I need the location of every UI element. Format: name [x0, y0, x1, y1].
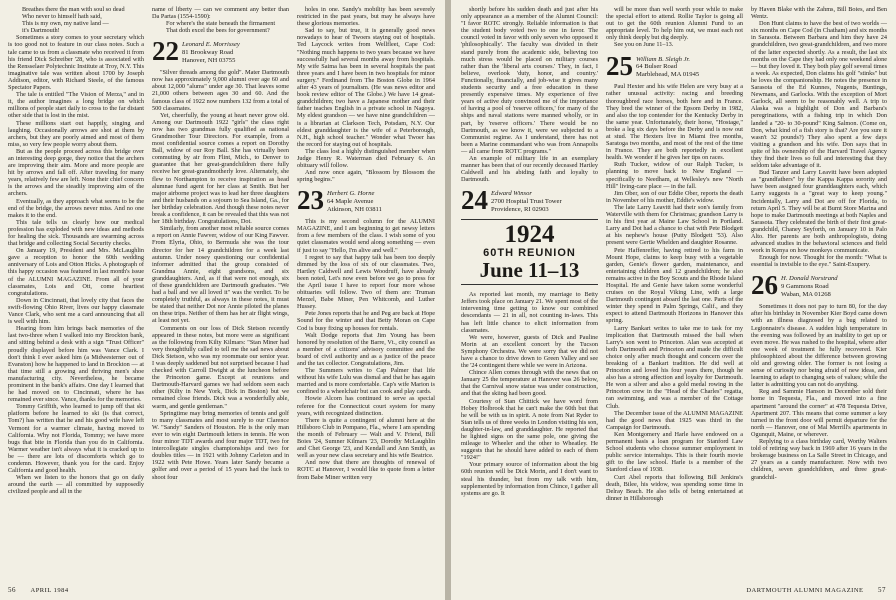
secretary-name: Leonard E. Morrissey: [182, 41, 240, 49]
paragraph: This tale tells us clearly how our medical profession has exploded with new ideas and methods for healing the sick. Thousands are swarming across that bridge and collecting Social Security checks.: [8, 218, 144, 248]
class-heading-26: [751, 270, 887, 301]
paragraph: This is my own, my native land —: [22, 20, 109, 28]
paragraph: Tommy Griffith, who learned to jump off that ski platform before he learned to ski (is that correct, Tom?) has written that he and his good wife have left Vermont for a warmer climate, having moved to California. Why not Florida, Tommy; we have more bugs that bite in Florida than you do in California. Warmer weather isn't always what it is cracked up to be — there are lots of discomforts which go to condemn. However, thank you for the card. Enjoy California and good health.: [8, 403, 144, 475]
paragraph: "Silver threads among the gold". Mater Dartmouth now has approximately 9,000 alumni over age 60 and about 12,000 "alums" under age 30. That leaves some 21,000 others between ages 30 and 60. And the famous class of 1922 now numbers 132 from a total of 500 classmates.: [152, 69, 289, 112]
class-year-number: 26: [751, 270, 778, 301]
paragraph: I regret to say that happy talk has been too deeply dimmed by the loss of six of our classmates. Two, Hartley Caldwell and Lewis Woodruff, have already been noted, Let's now even before we go to press for the April issue I have to report four more whose obituaries will follow. Two of them are: Truman Merzel, Babe Miner, Pen Whitcomb, and Luther Hussey.: [297, 253, 435, 311]
column-text: [751, 6, 887, 268]
paragraph: Reg and Sammie Hanson in December sold their home in Tequesta, Fla., and moved into a fine apartment "around the corner" at 478 Tequesta Drive, Apartment 207. This means that come summer a key turned in the front door will permit departure for the north — Hanover, one of Mal Merrill's apartments in Ogunquit, Maine, or wherever.: [751, 388, 887, 438]
paragraph: Sad to say, but true, it is generally good news nowadays to hear of Twoers staying out of hospitals. Ted Laycock writes from Wellfleet, Cape Cod: "Nothing much happens to two years because we have successfully had several months away from hospitals. My wife Saima has been in several hospitals the past three years and I have been in two hospitals for minor surgery." Ferdinand from The Boston Globe in 1964 after 43 years of journalism. (He was news editor and book review editor of The Globe.) We have 14 great-grandchildren; two have a Japanese mother and their father teaches English in a private school in Nagoya. My eldest grandson — we have nine grandchildren — is a librarian at Clarkson Tech, Potsdam, N.Y. Our eldest granddaughter is the wife of a Peterborough, N.H., high school teacher." Wonder what Twoer has the record for staying out of hospitals.: [297, 27, 435, 148]
paragraph: We were, however, guests of Dick and Pauline Morin at an excellent concert by the Tucson Symphony Orchestra. We were sorry that we did not have a chance to drive down to Green Valley and see the '24 contingent there while we were in Arizona.: [461, 333, 598, 370]
class-secretary: [781, 273, 838, 298]
secretary-address-line-1: 2700 Hospital Trust Tower: [491, 197, 562, 205]
class-secretary: [182, 39, 240, 64]
paragraph: Walt Dodge reports that Jim Young has been honored by resolution of the Barre, Vt., city council as a member of a citizens' advisory committee and the board of civil authority and as a justice of the peace and the tax collector. Congratulations, Jim.: [297, 331, 435, 367]
paragraph: This is my second column for the ALUMNI MAGAZINE, and I am beginning to get newsy letters from a few members of the class. I wish some of you quiet classmates would send along something — even if just to say "Hello, I'm alive and well.": [297, 218, 435, 254]
secretary-address-line-2: Providence, RI 02903: [491, 205, 549, 213]
secretary-name: Herbert G. Horne: [327, 190, 375, 198]
class-year-number: 25: [606, 50, 633, 81]
paragraph: Eventually, as they approach what seems to be the end of the bridge, the arrows never miss. And no one makes it to the end.: [8, 197, 144, 219]
paragraph: Yet, cheerfully, the young at heart never grow old. Among our Dartmouth 1922 "girls" the class right now has two grandmas fully qualified as national Grandmother Tour Directors. For example, from a most confidential source comes a report on Dorothy Ball, widow of our Roy Ball. She has virtually been commuting by air from Flint, Mich., to Denver to guarantee that her great-grandchildren there fully receive her great-grandmotherly love. Alternately, she flew to Northampton to receive inspiration as head alumnae fund agent for her class at Smith. But her major airborne project was to lead her three daughters and their husbands on a sojourn to Sea Island, Ga., for her birthday celebration. And though these notes never break a confidence, it can be revealed that this was not her 18th birthday. Congratulations, Dot.: [152, 111, 289, 226]
paragraph: Jim Ober, son of our Eddie Ober, reports the death in November of his mother, Eddie's widow.: [606, 189, 743, 204]
paragraph: The December issue of the ALUMNI MAGAZINE had the good news that 1925 was third in the Campaign for Dartmouth.: [606, 409, 743, 431]
paragraph: An example of military life in an exemplary manner has been that of our recently deceased Hartley Caldwell and his abiding faith and loyalty to Dartmouth.: [461, 154, 598, 184]
secretary-address-line-1: 9 Gammons Road: [781, 283, 829, 291]
secretary-address-line-1: 81 Brookway Road: [182, 48, 234, 56]
column-text: [152, 69, 289, 480]
paragraph: holes in one. Sandy's mobility has been severely restricted in the past years, but may he always have these glorious memories.: [297, 6, 435, 28]
left-column-2: [152, 6, 289, 568]
paragraph: And now once again, "Blossom by Blossom the spring begins.": [297, 169, 435, 184]
page-number: 57: [878, 586, 886, 594]
reunion-label: 60TH REUNION: [483, 247, 576, 260]
paragraph: Pete Haffenreffer, having retired to his farm in Mount Hope, claims to keep busy with a vegetable garden, Genie's flower garden, maintenance, and entertaining children and 12 grandchildren; he also remains active in the Boy Scouts and the Rhode Island Hospital. He and Genie have taken some wonderful cruises on the Royal Viking Line, with a large Dartmouth contingent aboard the last one. Parts of the winter they spend in Palm Springs, Calif., and they expect to attend Dartmouth Horizons in Hanover this spring.: [606, 246, 743, 325]
paragraph: But as the people proceed across this bridge over an interesting deep gorge, they notice that the archers are improving their aim. More and more people are hit by arrows and fall off. After traveling for many years, relatively few are left. None their chief concern is the arrows and the steadily improving aim of the archers.: [8, 147, 144, 198]
right-column-3: [751, 6, 887, 568]
reunion-dates: June 11–13: [479, 258, 580, 283]
paragraph: Replying to a class birthday card, Worthy Walters told of retiring way back in 1969 after 16 years in the brokerage business on La Salle Street in Chicago, and 27 years as a candy manufacturer. Now with two children, seven grandchildren, and three great-grandchil-: [751, 438, 887, 481]
paragraph: Comments on our loss of Dick Stetson recently appeared in these notes, but more were as significant as the following from Kilty Kilmars: "Stan Miner had very thoughtfully called to tell me the sad news about Dick Stetson, who was my roommate our senior year. I was deeply saddened but not surprised because I had checked with Carroll Dwight at the luncheon before the Princeton game. Except at reunions and Dartmouth-Harvard games we had seldom seen each other (Kilty in New York, Dick in Boston) but we remained close friends. Dick was a wonderfully able, warm, and gentle gentleman.": [152, 324, 289, 410]
class-heading-24: [461, 185, 598, 216]
secretary-name: William B. Sleigh Jr.: [636, 55, 691, 63]
column-text: [751, 303, 887, 480]
paragraph: Paul Hexter and his wife Helen are very busy at a rather unusual activity: racing and breeding thoroughbred race horses, both here and in France. They bred the winner of the Epsom Derby in 1982, and also the top contender for the Kentucky Derby in the same year. Unfortunately, their horse, "Hostage," broke a leg six days before the Derby and is now out at stud. The Hexters live in Miami five months, Saratoga two months, and most of the rest of the time in France. They are both reportedly in excellent health. We wonder if he gives her tips on races.: [606, 83, 743, 162]
paragraph: The tale is entitled "The Vision of Merza," and in it, the author imagines a long bridge on which millions of people start daily to cross to the far distant other side that is lost in the mist.: [8, 91, 144, 120]
right-column-1: [461, 6, 598, 568]
page-number: 56: [8, 586, 16, 594]
column-text: [606, 83, 743, 502]
class-secretary: [491, 188, 562, 213]
left-column-1: [8, 6, 144, 568]
paragraph: The Summers writes to Cap Palmer that life without his wife Lulu was dismal and that he has again married and is more comfortable. Cap's wife Marion is confined to a wheelchair but can cook and play cards.: [297, 367, 435, 396]
secretary-name: Edward Winsor: [491, 190, 532, 198]
column-text: [152, 6, 289, 34]
paragraph: The class lost a highly distinguished member when Judge Henry R. Waterman died February 6. An obituary will follow.: [297, 147, 435, 170]
paragraph: Howie Alcorn has continued to serve as special referee for the Connecticut court system for many years, with recognized distinction.: [297, 395, 435, 417]
secretary-address-line-2: Marblehead, MA 01945: [636, 70, 700, 78]
paragraph: it's Dartmouth!: [22, 27, 60, 35]
secretary-address-line-2: Hanover, NH 03755: [182, 56, 236, 64]
paragraph: On January 19, President and Mrs. McLaughlin gave a reception to honor the 60th wedding anniversary of Lois and Otton Hicks. A photograph of this happy occasion was featured in last month's issue of the ALUMNI MAGAZINE. From all of your classmates, Lois and Ott, come heartiest congratulations.: [8, 247, 144, 297]
paragraph: There is quite a contingent of alumni here at the Hillsboro Club in Pompano, Fla., where I am spending the month of February — Walt and V. Friend, Bill Boies '24, Sumner Kilmars '23, Dorothy McLaughlin and Chet George '23, and Kendall and Ann Smith, as well as your new class secretary and his wife Beatrice.: [297, 416, 435, 460]
paragraph: Sometimes it does not pay to turn 80, for the day after his birthday in November Kier Boyd came down with an illness diagnosed by a bug related to Legionnaire's disease. A sudden high temperature in the evening was followed by an inability to get up or even move. He was rushed to the hospital, where after one week of treatment he fully recovered. Kier philosophized about the difference between growing old and growing older. The former is not losing a sense of curiosity nor being afraid of new ideas, and learning to adapt to changing sets of values; while the latter is admitting you can not do anything.: [751, 303, 887, 389]
paragraph: Don Hunt claims to have the best of two worlds — six months on Cape Cod (in Chatham) and six months in Sarasota. Between Barbara and him they have 24 grandchildren, two great-grandchildren, and two more of the latter expected shortly. As a result, the last six months on the Cape they had only one weekend alone — but they loved it. They both play golf several times a week. As expected, Don claims his golf "stinks" but he loves the companionship. He notes the presence in Sarasota of the Ed Kunnes, Nugents, Buntings, Newmans, and Garlocks. With the exception of Mort Garlock, all seem to be reasonably well. A trip to Alaska was a highlight of Don and Barbara's peregrinations, with a fishing trip in which Don landed a "20- to 30-pound" King Salmon. (Come on, Don, what kind of a fish story is that? Are you sure it wasn't 32 pounds?) They also spent a few days visiting a grandson and his wife. Don says that in spite of his ownership of the Harvard Travel Agency they find their lives so full and interesting that they seldom take advantage of it.: [751, 20, 887, 170]
class-year-number: 22: [152, 36, 179, 67]
paragraph: That doth excel the bees for government?: [166, 27, 270, 35]
secretary-address-line-1: 64 Bulser Road: [636, 63, 678, 71]
paragraph: Sometimes a story comes to your secretary which is too good not to feature in our class notes. Such a tale came to us from a classmate who received it from his friend Dick Schreiber '28, who is associated with the Rensselaer Polytechnic Institute at Troy, N.Y. This imaginative tale was written about 1700 by Joseph Addison, editor, with Richard Steele, of the famous Spectator Papers.: [8, 34, 144, 92]
issue-date: APRIL 1984: [30, 587, 69, 594]
paragraph: See you on June 11–13.: [614, 41, 674, 49]
magazine-name: DARTMOUTH ALUMNI MAGAZINE: [746, 587, 864, 594]
column-text: [461, 291, 598, 497]
secretary-address-line-2: Atkinson, NH 03811: [327, 205, 382, 213]
column-text: [461, 6, 598, 183]
secretary-address-line-1: 64 Maple Avenue: [327, 197, 374, 205]
reunion-year: 1924: [504, 221, 555, 249]
paragraph: Chince Allen comes through with the news that on January 25 the temperature at Hanover was 26 below, that the Carnival snow statue was under construction, and that the skiing had been good.: [461, 369, 598, 398]
page-footer: [8, 586, 69, 594]
page-footer: [746, 586, 886, 594]
paragraph: For where's the state beneath the firmament: [166, 20, 276, 28]
class-secretary: [636, 54, 699, 79]
paragraph: The late Larry Leavitt had their son's family from Waterville with them for Christmas; grandson Larry is in his first year at Maine Law School in Portland. Larry and Dot had a chance to chat with Pete Blodgett at his nephew's house (Putty Blodgett '53). Also present were Gertie Whelden and daughter Rosanne.: [606, 203, 743, 247]
paragraph: Bud Tanzer and Larry Leavitt have been adopted as "grandfathers" by the Kappa Kappa sorority and have been assigned four granddaughters each, which Larry suggests is a "great way to keep young." Incidentally, Larry and Dot are off for Florida, to return April 5. They will be at Burnt Store Marina and hope to make Dartmouth meetings at both Naples and Sarasota. They celebrated the birth of their first great-grandchild, Chaney Seyforth, on January 10 in Palo Alto. Her parents are both anthropologists, doing advanced studies in the behavioral sciences and field work in Kenya on how monkeys communicate.: [751, 169, 887, 255]
paragraph: Courtesy of Stan Chittick we have word from Hobey Holbrook that he can't make the 60th but that he will be with us in spirit. A note from Nat Ryder to Stan tells us of three weeks in London visiting his son, daughter-in-law, and granddaughter. He reported that he lighted signs on the same pole, one giving the mileage to Wheeler and the other to Wheatley. He suggests that he should have added to each of them "1924!": [461, 397, 598, 462]
class-heading-25: [606, 50, 743, 81]
paragraph: Enough for now. Thought for the month: "What is essential is invisible to the eye." Saint-Exupery.: [751, 254, 887, 269]
class-heading-23: [297, 185, 435, 216]
column-text: [297, 218, 435, 480]
column-text: [297, 6, 435, 183]
paragraph: Ken Montgomery and Harle have endowed on a permanent basis a loan program for Stanford Law School students who choose summer employment in public service internships. This is their fourth movie gift to the law school. Harle is a member of the Stanford class of 1938.: [606, 430, 743, 474]
class-year-number: 23: [297, 185, 324, 216]
class-secretary: [327, 188, 382, 213]
paragraph: will be more than well worth your while to make the special effort to attend. Rollie Taylor is going all out to get the 60th reunion Alumni Fund to an appropriate level. To help him out, we must each not only think deeply but dig deeply.: [606, 6, 743, 42]
secretary-name: H. Donald Norstrand: [781, 275, 838, 283]
paragraph: And now that there are thoughts of renewal of ROTC at Hanover, I would like to quote from a letter from Babe Miner written very: [297, 459, 435, 481]
paragraph: When we listen to the honors that go on daily around the earth — all committed by supposedly civilized people and all in the: [8, 474, 144, 496]
right-page: [451, 0, 896, 600]
paragraph: Springtime may bring memories of tennis and golf to many classmates and most surely to our Clarence W. "Sandy" Sanders of Houston. He is the only man ever to win eight Dartmouth letters in tennis. He won four minor TDT awards and four major TDT, two for intercollegiate singles championships and two for doubles titles — in 1921 with Johnny Carleton and in 1922 with Pete Howe. Years later Sandy became a golfer and over a period of 15 years had the luck to shoot four: [152, 409, 289, 481]
paragraph: Breathes there the man with soul so dead: [22, 6, 125, 13]
paragraph: Curt Abel reports that following Bill Jenkins's death, Bilee, his widow, was spending some time in Delray Beach. He also tells of being entertained at dinner in Hillsborough: [606, 473, 743, 502]
paragraph: These millions start out happily, singing and laughing. Occasionally arrows are shot at them by archers, but they are poorly aimed and most of them miss, so very few people worry about them.: [8, 119, 144, 148]
paragraph: shortly before his sudden death and just after his only appearance as a member of the Alumni Council: "I favor ROTC strongly. Reliable information is that the student body voted two to one in favor. The council voted in favor with only seven who opposed it 'philosophically'. The faculty was divided in their stand purely from the academic side, believing too much stress would be placed on military courses rather than the 'liberal arts courses.' They, in fact, I believe, overlook 'duty, honor, and country.' Functionally, financially, and job-wise it gives many students security and a free education in these presently expensive times. My experience of five years of active duty convinced me of the importance of having a pool of 'reserve officers,' for many of the ships and naval stations were manned wholly, or in part, by 'reserve officers.' There would be no Dartmouth, as we know it, were we subjected to a Communist regime. As I understand, there has not been a Marine commandant who was from Annapolis — all came from ROTC programs.": [461, 6, 598, 155]
class-heading-22: [152, 36, 289, 67]
paragraph: Down in Cincinnati, that lovely city that faces the swift-flowing Ohio River, lives our happy classmate Vance Clark, who sent me a card announcing that all is well with him.: [8, 296, 144, 326]
paragraph: Similarly, from another most reliable source comes a report on Annie Fawver, widow of our King Fawver. From Elyria, Ohio, to Bermuda she was the tour director for her 14 grandchildren for a week last autumn. Under nosey questioning our confidential informer admitted that the group consisted of Grandma Annie, eight grandsons, and six granddaughters. And, as if that were not enough, six of these grandchildren are Dartmouth graduates. "We had a ball and we all loved it" was the verdict. To be completely truthful, as always in these notes, it must be stated that neither Dot nor Annie piloted the planes on these trips. Neither of them has her air flight wings, at least not yet.: [152, 225, 289, 325]
paragraph: name of liberty — can we comment any better than Da Partas (1554-1590):: [152, 6, 289, 21]
left-page: [0, 0, 445, 600]
paragraph: Pete Jones reports that he and Peg are back at Hope Sound for the winter and that Betty Moran on Cape Cod is busy fixing up houses for rentals.: [297, 310, 435, 332]
secretary-address-line-2: Waban, MA 01268: [781, 290, 831, 298]
class-year-number: 24: [461, 185, 488, 216]
paragraph: Larry Bankart writes to take me to task for my implication that Dartmouth missed the ball when Larry's son went to Princeton. Alan was accepted at both Dartmouth and Princeton and made the difficult choice only after much thought and concern over the breaking of a Bankart tradition. He did well at Princeton and loved his four years there, though he also has a strong affection and loyalty for Dartmouth. He won a silver and also a gold medal rowing in the Princeton crew in the "Head of the Charles" regatta, ran swimming, and was a member of the Cottage Club.: [606, 324, 743, 410]
paragraph: Who never to himself hath said,: [22, 13, 102, 21]
right-column-2: [606, 6, 743, 568]
paragraph: by Haven Blake with the Zahms, Bill Boies, and Ben Wentz.: [751, 6, 887, 21]
reunion-banner: [461, 219, 598, 285]
paragraph: As reported last month, my marriage to Betty Jeffers took place on January 21. We spent most of the intervening time getting to know our combined descendants — 21 in all, not counting in-laws. This has left little chance to elicit information from classmates.: [461, 291, 598, 334]
paragraph: Your primary source of information about the big 60th reunion will be Dick Morin, and I don't want to steal his thunder, but from my talk with him, supplemented by information from Chince, I gather all systems are go. It: [461, 461, 598, 497]
paragraph: Hearing from him brings back memories of the last two-three when I walked into my Brockton bank, and sitting behind a desk with a sign "Trust Officer" proudly displayed before him was Vance Clark. I don't think I ever asked him (a Midwesterner out of Evanston) how he happened to land in Brockton — at that time still a growing and thriving men's shoe manufacturing city. Nevertheless, he became prominent in the bank's affairs. One day I learned that he had moved on to Cincinnati, where he has remained ever since. Vance, thanks for the memories.: [8, 325, 144, 404]
left-column-3: [297, 6, 435, 568]
column-text: [606, 6, 743, 49]
paragraph: Ruth Tucker, widow of our Ralph Tucker, is planning to move back to New England — specifically to Needham, at Wellesley's new "North Hill" living-care place — in the fall.: [606, 161, 743, 190]
